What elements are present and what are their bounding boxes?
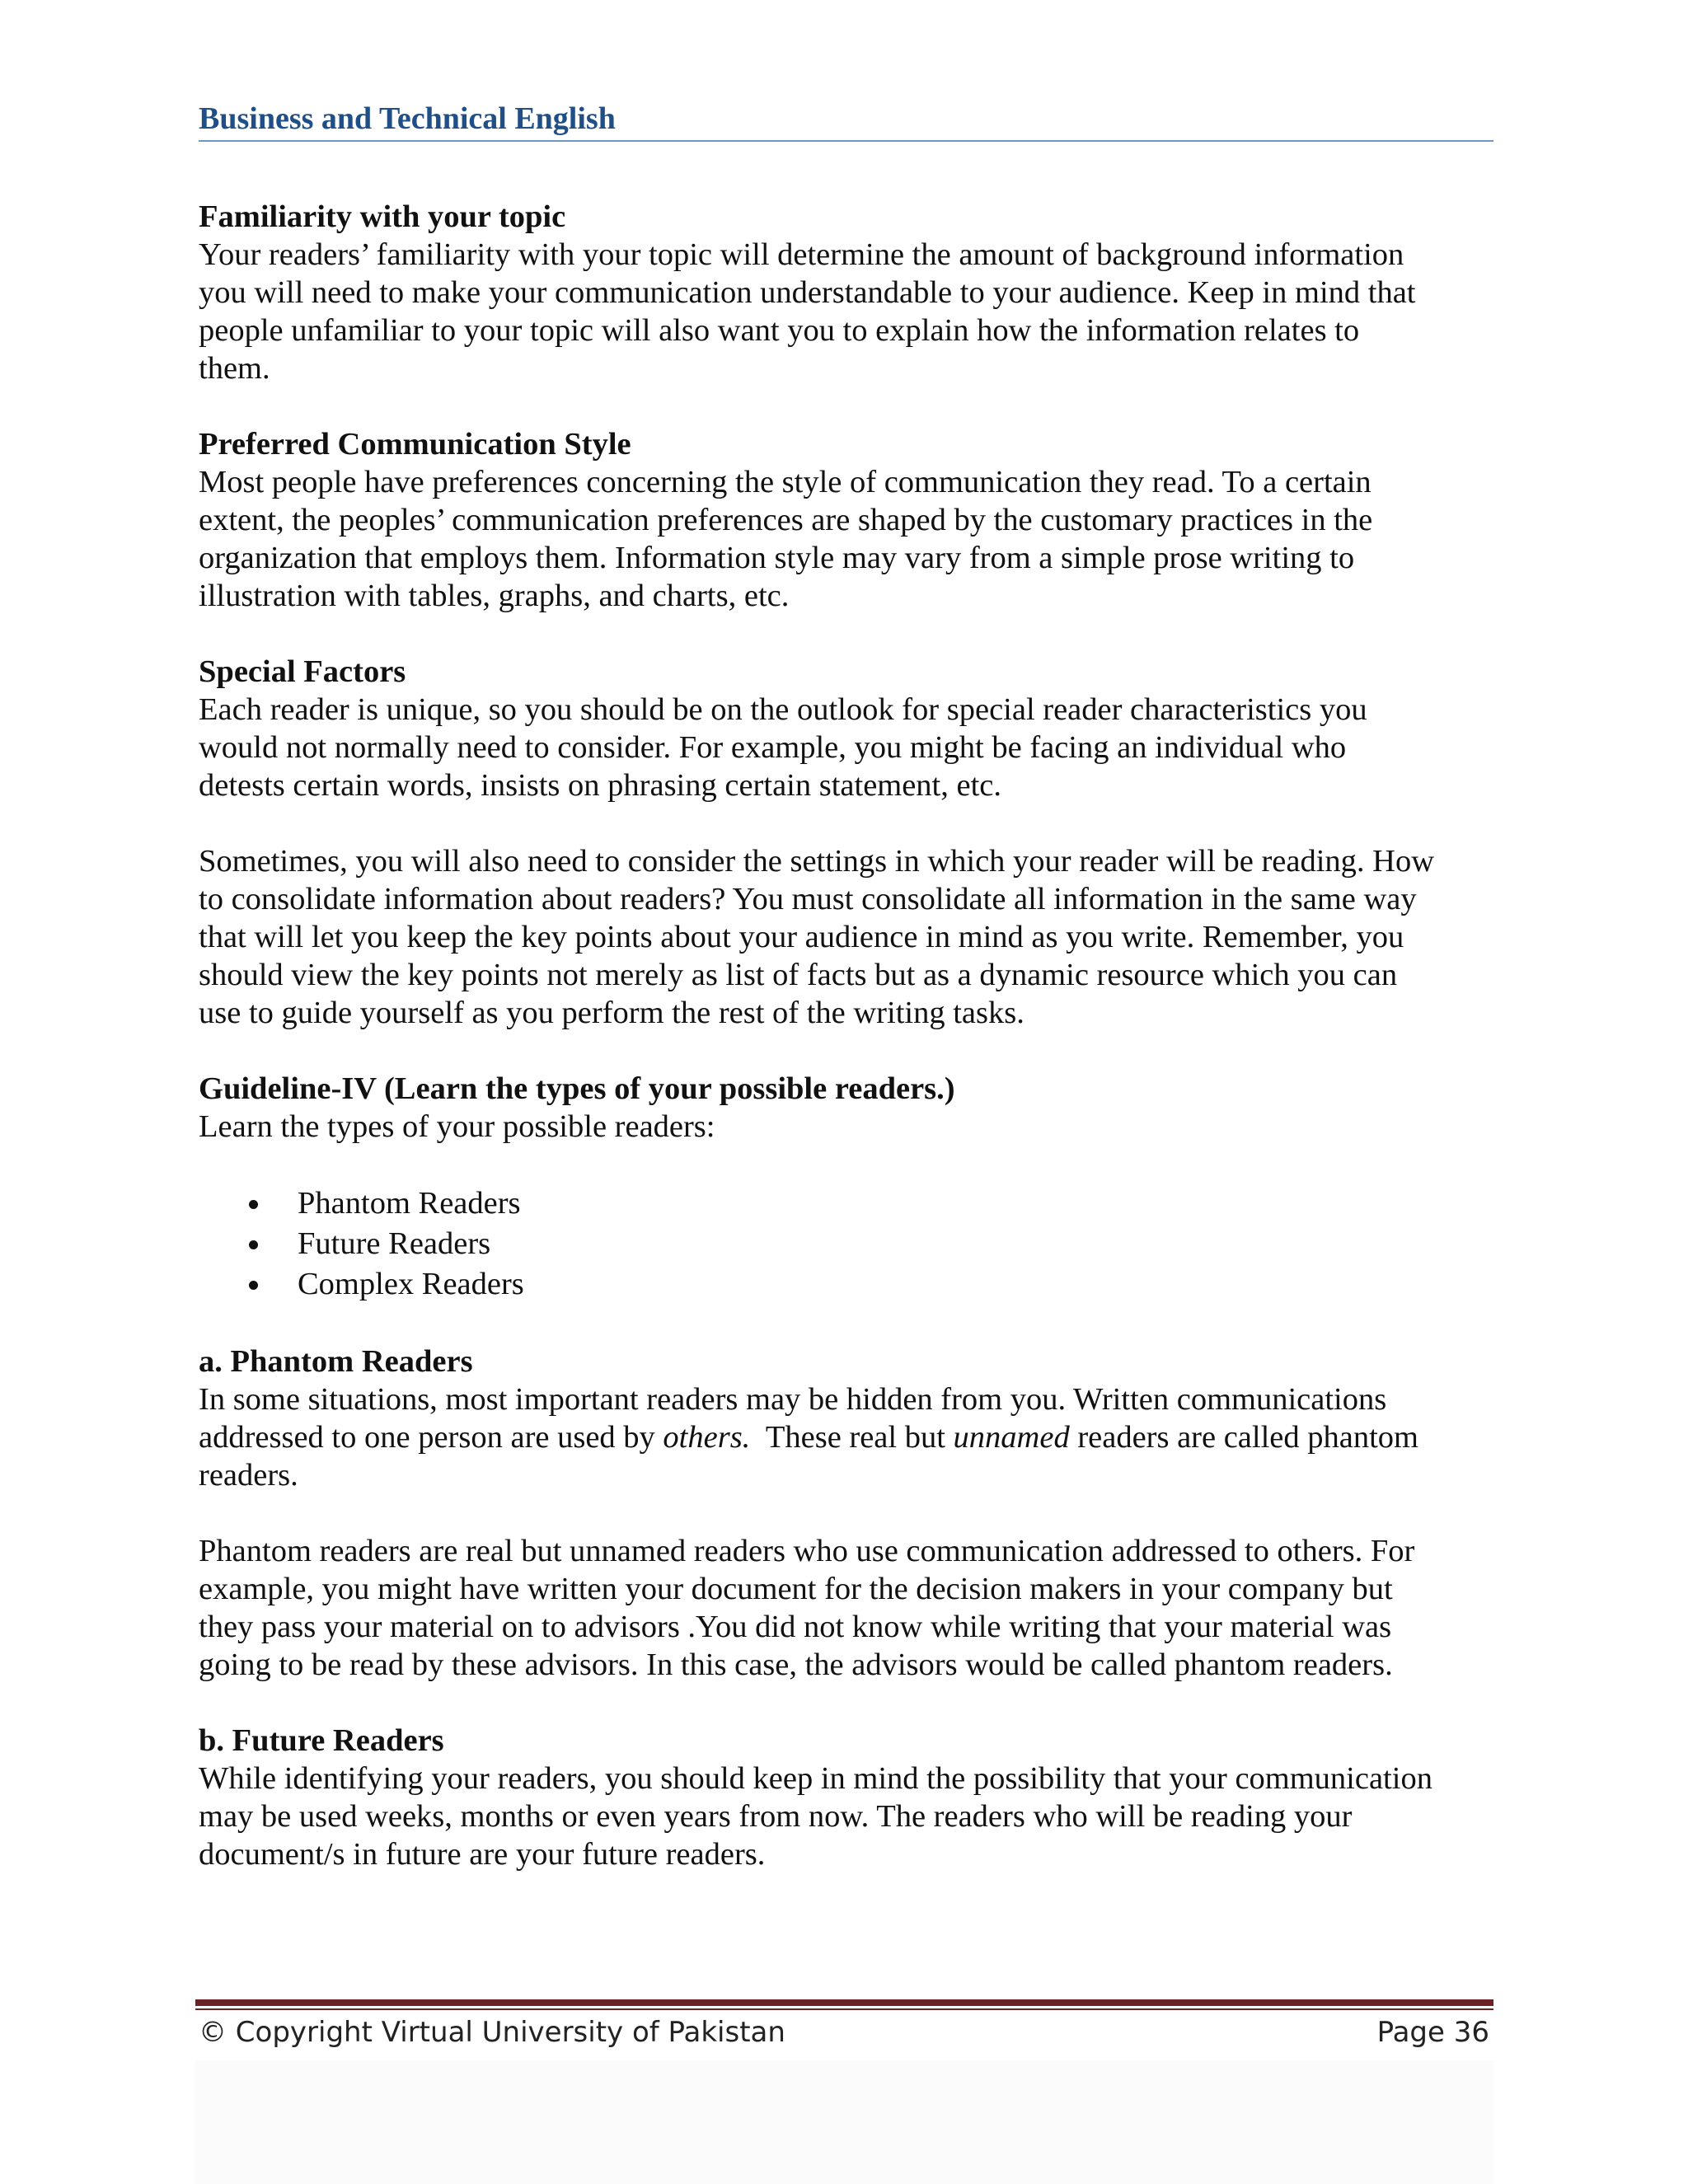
- section-heading: a. Phantom Readers: [199, 1344, 473, 1379]
- section-special-factors: [199, 653, 1501, 804]
- text-line: Sometimes, you will also need to consider the settings in which your reader will be reading. How: [199, 844, 1435, 879]
- text-line: them.: [199, 351, 270, 386]
- text-line: Most people have preferences concerning the style of communication they read. To a certain: [199, 465, 1372, 499]
- section-heading: b. Future Readers: [199, 1723, 444, 1758]
- footer-divider: [195, 1999, 1493, 2006]
- list-item-label: Phantom Readers: [298, 1186, 521, 1221]
- text-line: use to guide yourself as you perform the rest of the writing tasks.: [199, 996, 1025, 1030]
- page-footer: [199, 2013, 1493, 2054]
- section-heading: Special Factors: [199, 654, 406, 689]
- section-phantom-readers: [199, 1343, 1501, 1494]
- section-settings: [199, 842, 1501, 1032]
- bullet-icon: [249, 1281, 258, 1290]
- page-header: [199, 97, 1493, 142]
- reader-types-list: [199, 1183, 1501, 1305]
- footer-divider-thin: [195, 2008, 1493, 2010]
- section-future-readers: [199, 1722, 1501, 1873]
- text-line: illustration with tables, graphs, and charts, etc.: [199, 579, 790, 613]
- text-line: to consolidate information about readers? You must consolidate all information in the same way: [199, 882, 1417, 916]
- text-line: While identifying your readers, you should keep in mind the possibility that your communication: [199, 1761, 1432, 1796]
- page-number: Page 36: [1376, 2016, 1489, 2049]
- text-line: they pass your material on to advisors .You did not know while writing that your material was: [199, 1610, 1392, 1644]
- page-content: [199, 198, 1501, 1873]
- list-item: [199, 1183, 1501, 1224]
- emphasis-text: others.: [663, 1420, 751, 1455]
- text-line: [199, 1418, 1501, 1456]
- page-bottom-margin: [195, 2060, 1493, 2184]
- text-line: may be used weeks, months or even years from now. The readers who will be reading your: [199, 1799, 1353, 1834]
- section-communication-style: [199, 425, 1501, 615]
- bullet-icon: [249, 1240, 258, 1249]
- section-heading: Guideline-IV (Learn the types of your possible readers.): [199, 1071, 955, 1106]
- text-line: going to be read by these advisors. In this case, the advisors would be called phantom readers.: [199, 1647, 1393, 1682]
- text-line: detests certain words, insists on phrasing certain statement, etc.: [199, 768, 1002, 803]
- text-line: should view the key points not merely as list of facts but as a dynamic resource which you can: [199, 958, 1398, 992]
- text-line: document/s in future are your future readers.: [199, 1837, 766, 1872]
- text-line: organization that employs them. Information style may vary from a simple prose writing to: [199, 541, 1355, 575]
- list-item: [199, 1224, 1501, 1264]
- section-heading: Preferred Communication Style: [199, 427, 631, 462]
- section-heading: Familiarity with your topic: [199, 199, 566, 234]
- text-line: people unfamiliar to your topic will also want you to explain how the information relates to: [199, 313, 1360, 348]
- header-title: Business and Technical English: [199, 101, 616, 136]
- text-run: readers are called phantom: [1069, 1420, 1418, 1455]
- text-line: Each reader is unique, so you should be on the outlook for special reader characteristics you: [199, 692, 1367, 727]
- list-item-label: Future Readers: [298, 1226, 491, 1261]
- text-line: Phantom readers are real but unnamed readers who use communication addressed to others. For: [199, 1534, 1415, 1568]
- text-line: that will let you keep the key points about your audience in mind as you write. Remember, you: [199, 920, 1404, 954]
- bullet-icon: [249, 1200, 258, 1209]
- section-familiarity: [199, 198, 1501, 387]
- text-line: would not normally need to consider. For example, you might be facing an individual who: [199, 730, 1347, 765]
- text-line: Your readers’ familiarity with your topic will determine the amount of background information: [199, 237, 1404, 272]
- text-line: you will need to make your communication understandable to your audience. Keep in mind that: [199, 275, 1416, 310]
- list-item: [199, 1264, 1501, 1305]
- section-guideline-iv: [199, 1070, 1501, 1305]
- section-phantom-more: [199, 1532, 1501, 1684]
- text-line: In some situations, most important readers may be hidden from you. Written communications: [199, 1382, 1387, 1417]
- text-run: These real but: [750, 1420, 954, 1455]
- copyright-text: © Copyright Virtual University of Pakistan: [199, 2016, 785, 2049]
- emphasis-text: unnamed: [953, 1420, 1070, 1455]
- text-run: addressed to one person are used by: [199, 1420, 663, 1455]
- text-line: Learn the types of your possible readers:: [199, 1109, 715, 1144]
- text-line: readers.: [199, 1458, 298, 1493]
- text-line: extent, the peoples’ communication preferences are shaped by the customary practices in the: [199, 503, 1373, 537]
- text-line: example, you might have written your document for the decision makers in your company but: [199, 1572, 1393, 1606]
- list-item-label: Complex Readers: [298, 1267, 524, 1301]
